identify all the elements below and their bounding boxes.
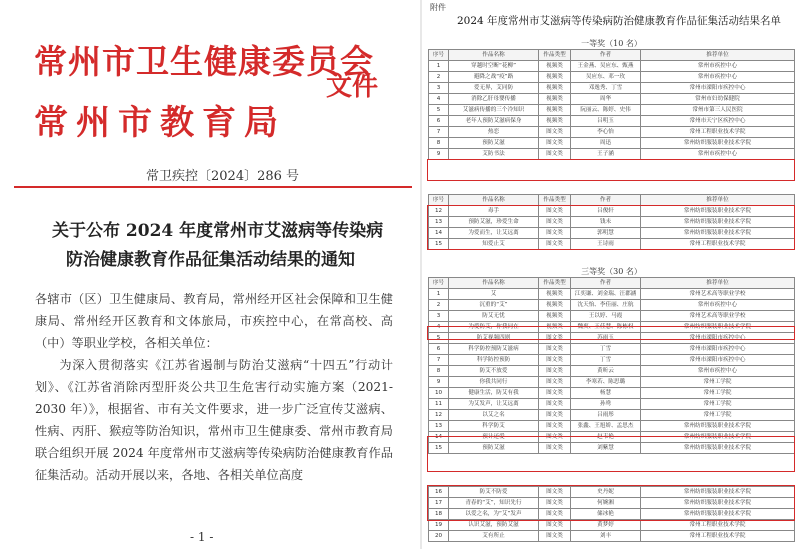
table-cell: 预防艾滋 <box>449 138 539 149</box>
table-cell: 知爱止艾 <box>449 239 539 250</box>
table-cell: 5 <box>429 333 449 344</box>
table-cell: 常州市疾控中心 <box>641 300 795 311</box>
table-cell: 19 <box>429 520 449 531</box>
table-cell: 图文类 <box>539 432 571 443</box>
table-cell: 热恋 <box>449 127 539 138</box>
table-cell: 为艾发声，让艾远离 <box>449 399 539 410</box>
table-row <box>429 61 795 72</box>
notice-title-line2: 防治健康教育作品征集活动结果的通知 <box>66 250 355 270</box>
table-cell: 常州工程职业技术学院 <box>641 520 795 531</box>
table-cell: 视频类 <box>539 322 571 333</box>
table-cell: 13 <box>429 421 449 432</box>
table-cell: 17 <box>429 498 449 509</box>
highlight-box <box>427 205 795 250</box>
table-cell: 常州市天宁区疾控中心 <box>641 116 795 127</box>
table-row <box>429 289 795 300</box>
table-cell: 9 <box>429 377 449 388</box>
table-cell: 周迅 <box>571 138 641 149</box>
table-cell: 江奕谦、刘金瑞、汪郡涵 <box>571 289 641 300</box>
header-cell: 作者 <box>571 195 641 206</box>
table-cell: 10 <box>429 388 449 399</box>
table-cell: 老年人预防艾滋病保身 <box>449 116 539 127</box>
table-cell: 常州市疾控中心 <box>641 72 795 83</box>
table-cell: 常州工学院 <box>641 410 795 421</box>
table-cell: 常州工学院 <box>641 388 795 399</box>
page-divider <box>420 0 422 549</box>
table-cell: 科学防控预防艾滋病 <box>449 344 539 355</box>
table-cell: 常州工程职业技术学院 <box>641 531 795 542</box>
table-row <box>429 127 795 138</box>
header-cell: 作品类型 <box>539 50 571 61</box>
table-cell: 9 <box>429 149 449 160</box>
table-cell: 李心怡 <box>571 127 641 138</box>
table-cell: 王子涵 <box>571 149 641 160</box>
document-number: 常卫疾控〔2024〕286 号 <box>146 169 300 184</box>
table-cell: 图文类 <box>539 333 571 344</box>
table-cell: 魏爽、王佳慧、陈栋权 <box>571 322 641 333</box>
table-cell: 预计还爱 <box>449 432 539 443</box>
table-cell: 艾 <box>449 289 539 300</box>
table-header-row <box>429 278 795 289</box>
table-cell: 丁雪 <box>571 344 641 355</box>
table-row <box>429 300 795 311</box>
table-cell: 周华 <box>571 94 641 105</box>
table-cell: 常州市疾控中心 <box>641 61 795 72</box>
table-cell: 图文类 <box>539 355 571 366</box>
table-row <box>429 421 795 432</box>
table-cell: 12 <box>429 410 449 421</box>
header-cell: 序号 <box>429 50 449 61</box>
table-row <box>429 149 795 160</box>
first-prize-table <box>428 49 795 160</box>
table-cell: 常州市疾控中心 <box>641 366 795 377</box>
table-cell: 15 <box>429 239 449 250</box>
table-cell: 避降之战“疫”路 <box>449 72 539 83</box>
table-cell: 沉重的“艾” <box>449 300 539 311</box>
table-cell: 储冰艳 <box>571 509 641 520</box>
table-cell: 7 <box>429 355 449 366</box>
table-cell: 常州纺织服装职业技术学院 <box>641 509 795 520</box>
table-cell: 吕俊轩 <box>571 206 641 217</box>
table-cell: 防艾视频四则 <box>449 333 539 344</box>
table-cell: 为爱防艾，你我同在 <box>449 322 539 333</box>
table-row <box>429 311 795 322</box>
table-cell: 健康生活，防艾有我 <box>449 388 539 399</box>
table-cell: 防艾无忧 <box>449 311 539 322</box>
table-cell: 科学防控预防 <box>449 355 539 366</box>
table-cell: 邓逸秀、丁雪 <box>571 83 641 94</box>
table-cell: 6 <box>429 116 449 127</box>
doc-type-label: 文件 <box>326 72 379 102</box>
table-cell: 吕明玉 <box>571 116 641 127</box>
table-row <box>429 388 795 399</box>
notice-body <box>35 288 393 486</box>
header-cell: 作者 <box>571 50 641 61</box>
table-cell: 16 <box>429 487 449 498</box>
table-cell: 以艾之名 <box>449 410 539 421</box>
table-cell: 常州市溧阳市疾控中心 <box>641 83 795 94</box>
table-cell: 刘丰 <box>571 531 641 542</box>
table-cell: 14 <box>429 228 449 239</box>
table-cell: 防艾不放爱 <box>449 366 539 377</box>
header-cell: 作品类型 <box>539 195 571 206</box>
table-cell: 吴应东、邓一玫 <box>571 72 641 83</box>
table-cell: 钱未 <box>571 217 641 228</box>
recipients-paragraph: 各辖市（区）卫生健康局、教育局，常州经开区社会保障和卫生健康局、常州经开区教育和文体旅局，市疾控中心，在常高校、高（中）等职业学校，各相关单位： <box>35 292 393 350</box>
table-cell: 认识艾滋，预防艾滋 <box>449 520 539 531</box>
table-row <box>429 410 795 421</box>
table-cell: 12 <box>429 206 449 217</box>
table-cell: 常州纺织服装职业技术学院 <box>641 138 795 149</box>
table-cell: 图文类 <box>539 127 571 138</box>
table-cell: 20 <box>429 531 449 542</box>
table-cell: 常州纺织服装职业技术学院 <box>641 487 795 498</box>
table-cell: 预防艾滋，珍爱生命 <box>449 217 539 228</box>
table-cell: 视频类 <box>539 116 571 127</box>
table-cell: 王金燕、吴应东、甄燕 <box>571 61 641 72</box>
table-header-row <box>429 195 795 206</box>
table-cell: 丁雪 <box>571 355 641 366</box>
table-cell: 孙鸯 <box>571 399 641 410</box>
table-cell: 消除乙肝母婴传播 <box>449 94 539 105</box>
table-cell: 常州纺织服装职业技术学院 <box>641 421 795 432</box>
issuer-education-bureau: 常州市教育局 <box>34 103 286 143</box>
table-cell: 科学防艾 <box>449 421 539 432</box>
table-cell: 视频类 <box>539 94 571 105</box>
table-cell: 黄昕云 <box>571 366 641 377</box>
table-cell: 图文类 <box>539 520 571 531</box>
table-cell: 常州纺织服装职业技术学院 <box>641 432 795 443</box>
table-cell: 常州工学院 <box>641 399 795 410</box>
table-row <box>429 83 795 94</box>
table-cell: 图文类 <box>539 149 571 160</box>
table-cell: 何婉湘 <box>571 498 641 509</box>
header-cell: 作品名称 <box>449 195 539 206</box>
highlight-box <box>427 485 795 521</box>
table-cell: 图文类 <box>539 509 571 520</box>
table-cell: 6 <box>429 344 449 355</box>
header-cell: 作者 <box>571 278 641 289</box>
table-cell: 图文类 <box>539 388 571 399</box>
table-cell: 常州艺术高等职业学校 <box>641 311 795 322</box>
table-cell: 图文类 <box>539 487 571 498</box>
annex-page <box>424 0 799 549</box>
header-cell: 推荐单位 <box>641 195 795 206</box>
table-row <box>429 399 795 410</box>
table-cell: 4 <box>429 94 449 105</box>
table-cell: 图文类 <box>539 531 571 542</box>
table-cell: 刘紫慧 <box>571 443 641 454</box>
table-row <box>429 72 795 83</box>
notice-title-line1: 关于公布 2024 年度常州市艾滋病等传染病 <box>52 221 384 241</box>
table-cell: 图文类 <box>539 443 571 454</box>
table-cell: 常州市第三人民医院 <box>641 105 795 116</box>
table-row <box>429 355 795 366</box>
table-row <box>429 116 795 127</box>
table-cell: 13 <box>429 217 449 228</box>
table-cell: 阮丽云、陈婷、史伟 <box>571 105 641 116</box>
header-cell: 作品名称 <box>449 50 539 61</box>
table-cell: 视频类 <box>539 72 571 83</box>
table-cell: 艾滋病传播的三个冷知识 <box>449 105 539 116</box>
table-cell: 常州市妇幼保健院 <box>641 94 795 105</box>
table-cell: 14 <box>429 432 449 443</box>
table-cell: 图文类 <box>539 239 571 250</box>
table-cell: 史丹妮 <box>571 487 641 498</box>
table-cell: 艾防书法 <box>449 149 539 160</box>
table-cell: 7 <box>429 127 449 138</box>
table-row <box>429 105 795 116</box>
table-cell: 1 <box>429 61 449 72</box>
red-divider <box>14 186 412 188</box>
table-cell: 毒手 <box>449 206 539 217</box>
table-cell: 1 <box>429 289 449 300</box>
table-cell: 18 <box>429 509 449 520</box>
table-cell: 图文类 <box>539 410 571 421</box>
table-cell: 11 <box>429 399 449 410</box>
table-cell: 王以婷、马霞 <box>571 311 641 322</box>
table-row <box>429 531 795 542</box>
table-cell: 黄梦婷 <box>571 520 641 531</box>
third-prize-heading: 三等奖（30 名） <box>581 267 642 276</box>
table-cell: 爱无界，艾同防 <box>449 83 539 94</box>
table-cell: 2 <box>429 300 449 311</box>
table-cell: 视频类 <box>539 105 571 116</box>
table-cell: 常州市溧阳市疾控中心 <box>641 333 795 344</box>
table-cell: 15 <box>429 443 449 454</box>
table-cell: 视频类 <box>539 83 571 94</box>
table-cell: 常州市溧阳市疾控中心 <box>641 355 795 366</box>
table-cell: 图文类 <box>539 228 571 239</box>
table-cell: 常州市溧阳市疾控中心 <box>641 344 795 355</box>
table-cell: 张鑫、王旭娇、孟思杰 <box>571 421 641 432</box>
table-cell: 赵韦艳 <box>571 432 641 443</box>
table-cell: 沈天怡、李佳丽、庄航 <box>571 300 641 311</box>
table-cell: 视频类 <box>539 300 571 311</box>
table-cell: 图文类 <box>539 206 571 217</box>
table-cell: 苏雨玉 <box>571 333 641 344</box>
table-cell: 5 <box>429 105 449 116</box>
table-cell: 防艾不防爱 <box>449 487 539 498</box>
table-cell: 常州纺织服装职业技术学院 <box>641 322 795 333</box>
table-cell: 预防艾滋 <box>449 443 539 454</box>
table-cell: 2 <box>429 72 449 83</box>
table-row <box>429 377 795 388</box>
table-cell: 穿越时空断“花柳” <box>449 61 539 72</box>
third-prize-table <box>428 277 795 454</box>
table-cell: 视频类 <box>539 289 571 300</box>
table-cell: 以爱之名，为“艾”发声 <box>449 509 539 520</box>
table-cell: 你我共同行 <box>449 377 539 388</box>
table-row <box>429 344 795 355</box>
table-cell: 3 <box>429 83 449 94</box>
table-cell: 图文类 <box>539 138 571 149</box>
table-row <box>429 520 795 531</box>
body-paragraph: 为深入贯彻落实《江苏省遏制与防治艾滋病“十四五”行动计划》、《江苏省消除丙型肝炎公共卫生危害行动实施方案（2021-2030 年）》，根据省、市有关文件要求，进一步广泛宣传艾滋病、性病、丙肝、猴痘等防治知识，常州市卫生健康委、常州市教育局联合组织开展 2024 年度常州市艾滋病等传染病防治健康教育作品征集活动。活动开展以来，各地、各相关单位高度 <box>35 358 393 482</box>
table-cell: 王诗雨 <box>571 239 641 250</box>
annex-title: 2024 年度常州市艾滋病等传染病防治健康教育作品征集活动结果名单 <box>456 15 782 27</box>
table-cell: 杨慧 <box>571 388 641 399</box>
first-prize-heading: 一等奖（10 名） <box>581 39 642 48</box>
header-cell: 推荐单位 <box>641 50 795 61</box>
table-cell: 8 <box>429 366 449 377</box>
header-cell: 序号 <box>429 278 449 289</box>
table-cell: 常州纺织服装职业技术学院 <box>641 443 795 454</box>
table-cell: 常州市疾控中心 <box>641 149 795 160</box>
table-cell: 艾有所止 <box>449 531 539 542</box>
table-cell: 常州工程职业技术学院 <box>641 239 795 250</box>
table-cell: 图文类 <box>539 377 571 388</box>
header-cell: 序号 <box>429 195 449 206</box>
table-header-row <box>429 50 795 61</box>
table-cell: 郭明慧 <box>571 228 641 239</box>
table-cell: 常州纺织服装职业技术学院 <box>641 217 795 228</box>
table-cell: 图文类 <box>539 344 571 355</box>
table-row <box>429 94 795 105</box>
table-row <box>429 366 795 377</box>
table-cell: 常州纺织服装职业技术学院 <box>641 228 795 239</box>
highlight-box <box>427 436 795 472</box>
table-cell: 常州工程职业技术学院 <box>641 127 795 138</box>
table-cell: 图文类 <box>539 399 571 410</box>
table-cell: 为爱而生，让艾远离 <box>449 228 539 239</box>
table-cell: 图文类 <box>539 421 571 432</box>
page-number: - 1 - <box>190 530 214 544</box>
table-cell: 视频类 <box>539 311 571 322</box>
annex-label: 附件 <box>430 3 446 12</box>
table-cell: 视频类 <box>539 61 571 72</box>
highlight-box <box>427 159 795 181</box>
table-cell: 常州艺术高等职业学校 <box>641 289 795 300</box>
table-cell: 青春的“艾”，知识先行 <box>449 498 539 509</box>
header-cell: 作品名称 <box>449 278 539 289</box>
table-cell: 图文类 <box>539 366 571 377</box>
header-cell: 作品类型 <box>539 278 571 289</box>
header-cell: 推荐单位 <box>641 278 795 289</box>
table-cell: 3 <box>429 311 449 322</box>
table-cell: 常州纺织服装职业技术学院 <box>641 498 795 509</box>
table-cell: 李寒若、陈思璐 <box>571 377 641 388</box>
table-cell: 吕雨彤 <box>571 410 641 421</box>
table-cell: 4 <box>429 322 449 333</box>
table-cell: 8 <box>429 138 449 149</box>
table-cell: 常州工学院 <box>641 377 795 388</box>
table-cell: 图文类 <box>539 498 571 509</box>
table-cell: 常州纺织服装职业技术学院 <box>641 206 795 217</box>
table-row <box>429 138 795 149</box>
highlight-box <box>427 326 795 340</box>
table-cell: 图文类 <box>539 217 571 228</box>
issuer-health-commission: 常州市卫生健康委员会 <box>34 42 374 81</box>
